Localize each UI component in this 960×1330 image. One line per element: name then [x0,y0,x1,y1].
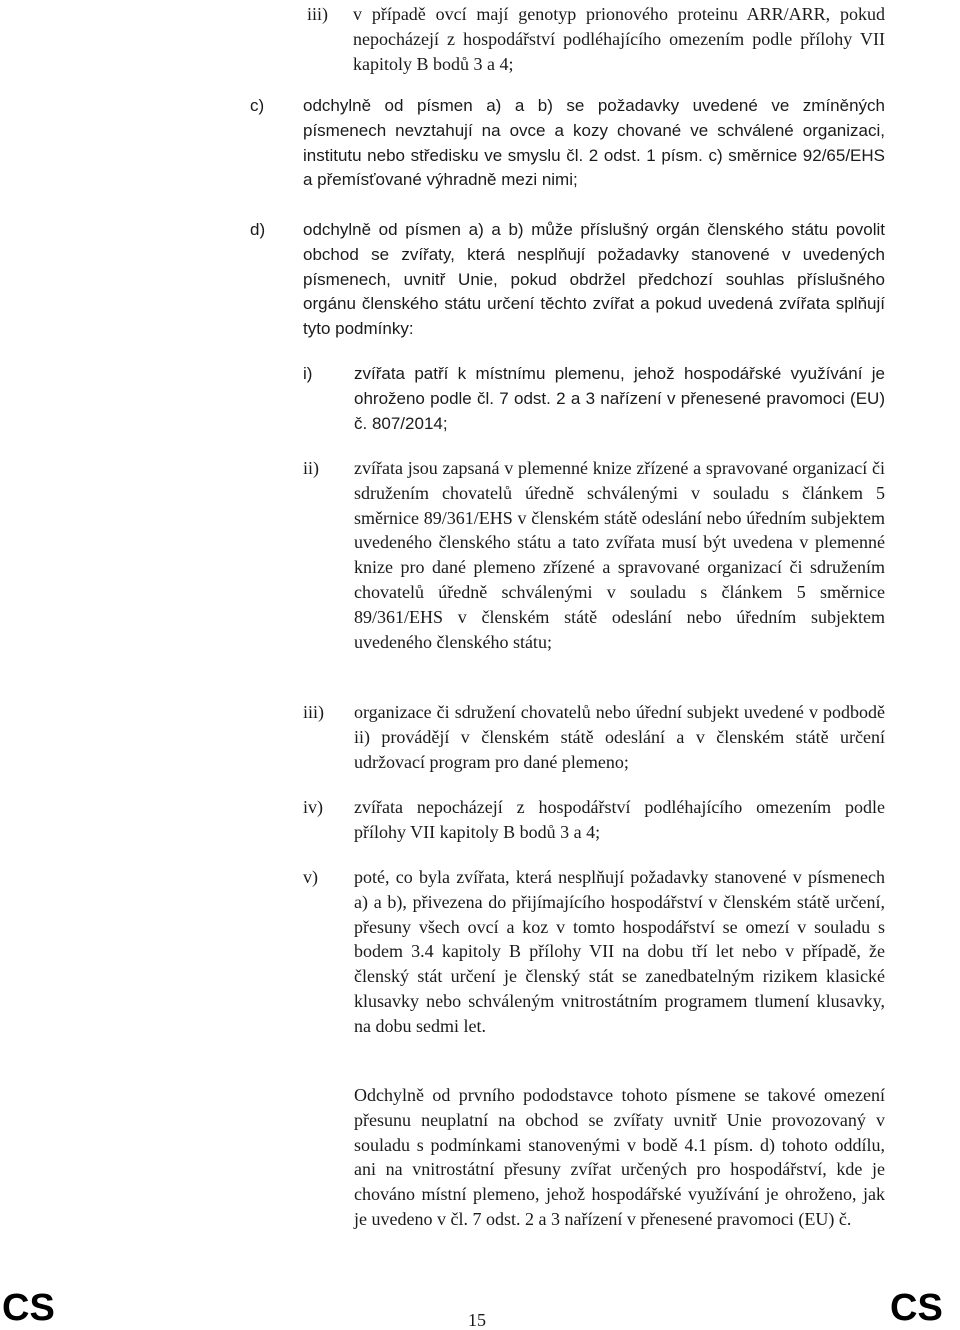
closing-paragraph: Odchylně od prvního pododstavce tohoto písmene se takové omezení přesunu neuplatní na obchod se zvířaty uvnitř Unie provozovaný v souladu s podmínkami stanovenými v bodě 4.1 písm. d) tohoto oddílu, ani na vnitrostátní přesuny zvířat určených pro hospodářství, kde je chováno místní plemeno, jehož hospodářské využívání je ohroženo, jak je uvedeno v čl. 7 odst. 2 a 3 nařízení v přenesené pravomoci (EU) č. [354,1085,885,1229]
item-label: iii) [307,4,328,24]
item-text: odchylně od písmen a) a b) může příslušný orgán členského státu povolit obchod se zvířaty, která nesplňují požadavky stanovené v uvedených písmenech, uvnitř Unie, pokud obdržel předchozí souhlas příslušného orgánu členského státu určení těchto zvířat a pokud uvedená zvířata splňují tyto podmínky: [303,220,885,339]
item-text: odchylně od písmen a) a b) se požadavky uvedené ve zmíněných písmenech nevztahují na ovce a kozy chované ve schválené organizaci, institutu nebo středisku ve smyslu čl. 2 odst. 1 písm. c) směrnice 92/65/EHS a přemísťované výhradně mezi nimi; [303,96,885,190]
footer-language-code-right: CS [890,1287,943,1329]
item-label: iv) [303,797,323,817]
item-label: ii) [303,458,319,478]
item-text: zvířata patří k místnímu plemenu, jehož hospodářské využívání je ohroženo podle čl. 7 odst. 2 a 3 nařízení v přenesené pravomoci (EU) č. 807/2014; [354,364,885,433]
page-number: 15 [468,1310,486,1330]
item-label: v) [303,867,318,887]
item-text: poté, co byla zvířata, která nesplňují požadavky stanovené v písmenech a) a b), přivezena do přijímajícího hospodářství v členském státě určení, přesuny všech ovcí a koz v tomto hospodářství se omezí v souladu s bodem 3.4 kapitoly B přílohy VII na dobu tří let nebo v případě, že členský stát určení je členský stát se zanedbatelným rizikem klasické klusavky nebo schváleným vnitrostátním programem tlumení klusavky, na dobu sedmi let. [354,867,885,1036]
item-label: c) [250,96,265,115]
item-label: i) [303,364,313,383]
item-label: d) [250,220,266,239]
item-label: iii) [303,702,324,722]
footer-language-code-left: CS [2,1287,55,1329]
item-text: zvířata jsou zapsaná v plemenné knize zřízené a spravované organizací či sdružením chovatelů úředně schválenými v souladu s článkem 5 směrnice 89/361/EHS v členském státě odeslání nebo úředním subjektem uvedeného členského státu a tato zvířata musí být uvedena v plemenné knize pro dané plemeno zřízené a spravované organizací či sdružením chovatelů úředně schválenými v souladu s článkem 5 směrnice 89/361/EHS v členském státě odeslání nebo úředním subjektem uvedeného členského státu; [354,458,885,652]
item-text: zvířata nepocházejí z hospodářství podléhajícího omezením podle přílohy VII kapitoly B bodů 3 a 4; [354,797,885,842]
item-text: organizace či sdružení chovatelů nebo úřední subjekt uvedené v podbodě ii) provádějí v členském státě odeslání a v členském státě určení udržovací program pro dané plemeno; [354,702,885,772]
item-text: v případě ovcí mají genotyp prionového proteinu ARR/ARR, pokud nepocházejí z hospodářství podléhajícího omezením podle přílohy VII kapitoly B bodů 3 a 4; [353,4,885,74]
